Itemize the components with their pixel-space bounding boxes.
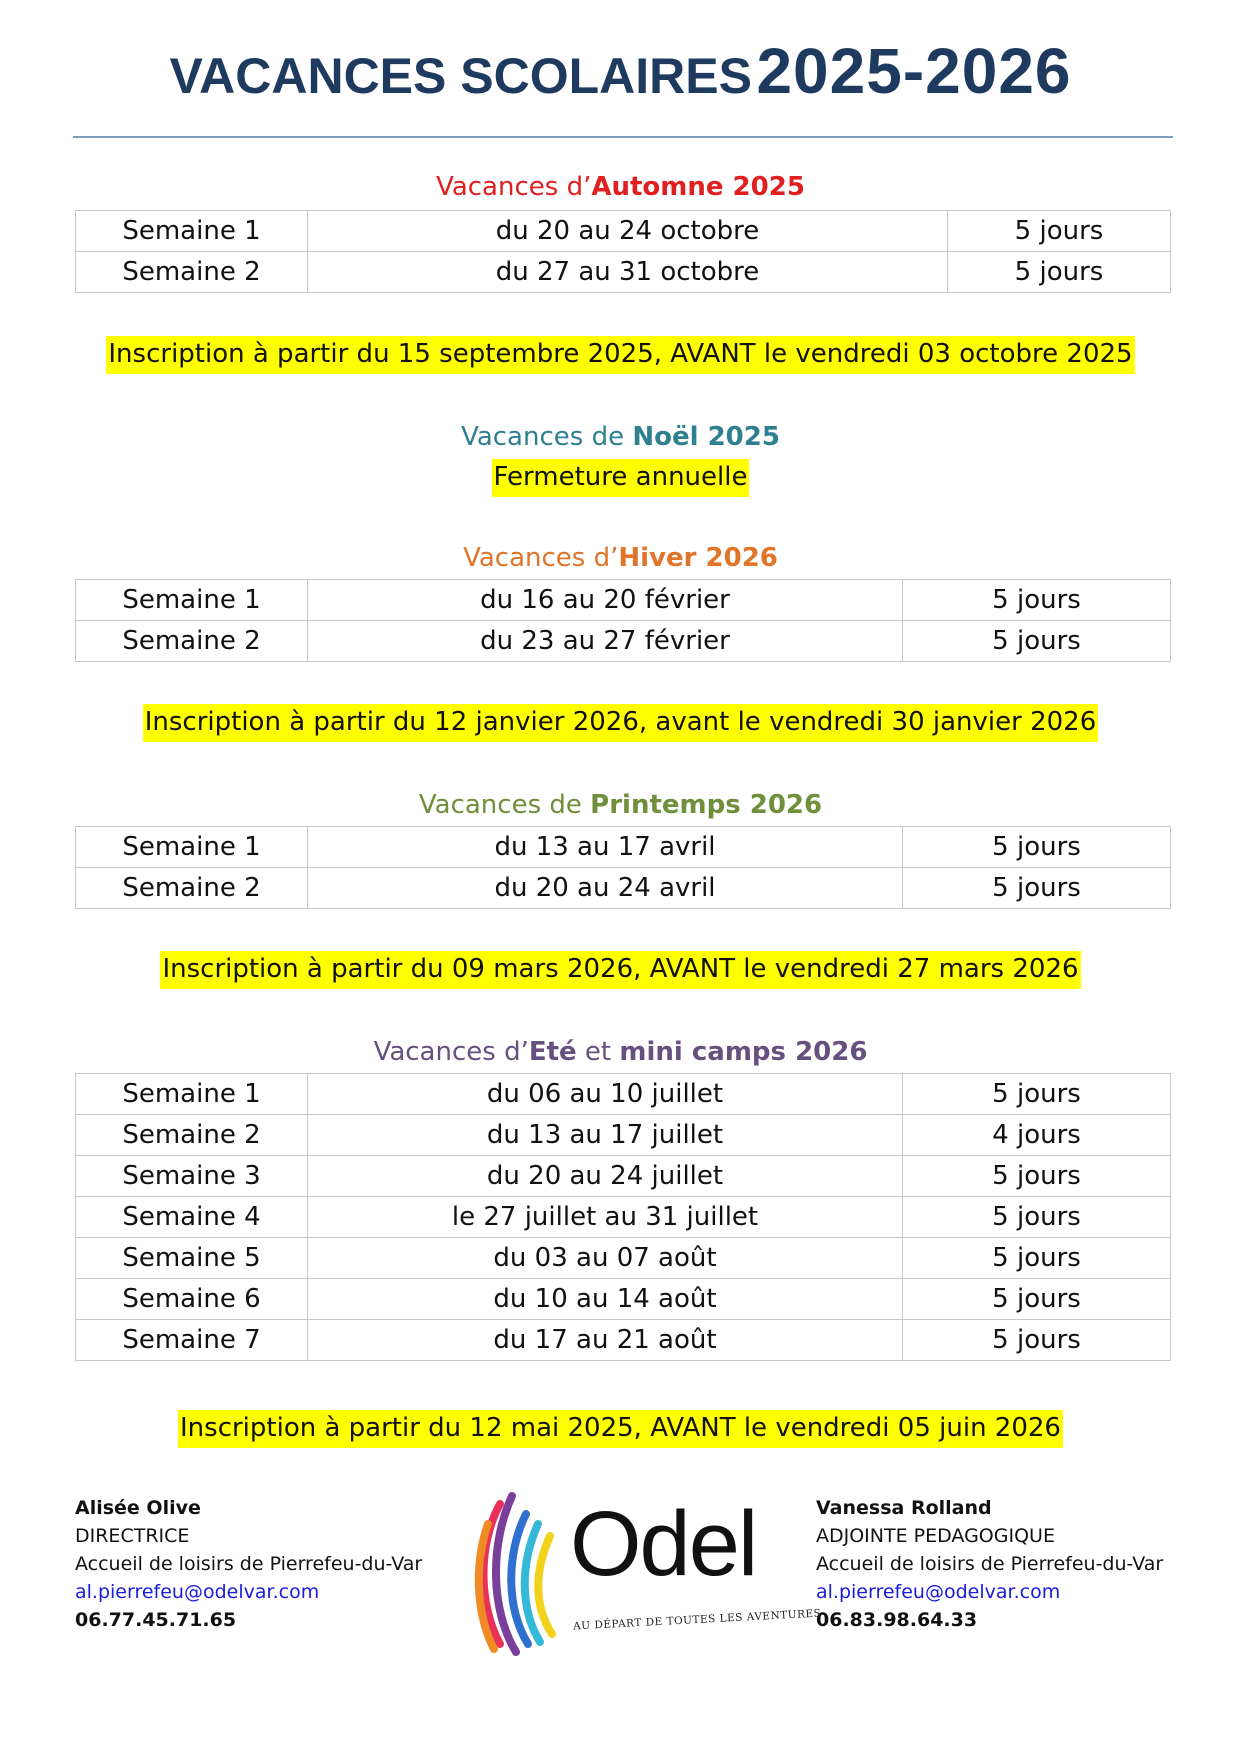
table-row: [76, 1197, 1171, 1238]
days-cell: 5 jours: [903, 621, 1171, 662]
days-cell: 4 jours: [903, 1115, 1171, 1156]
days-cell: 5 jours: [903, 1279, 1171, 1320]
days-cell: 5 jours: [948, 211, 1171, 252]
days-cell: 5 jours: [903, 1238, 1171, 1279]
logo-stripes-icon: [470, 1484, 570, 1664]
inscription-ete: [0, 1413, 1241, 1443]
contact-org: Accueil de loisirs de Pierrefeu-du-Var: [816, 1553, 1164, 1575]
page-title: [0, 34, 1241, 108]
contact-email-link[interactable]: al.pierrefeu@odelvar.com: [75, 1581, 320, 1603]
section-name: Automne 2025: [591, 172, 805, 202]
week-cell: Semaine 1: [76, 211, 308, 252]
section-title-noel: [0, 422, 1241, 452]
week-cell: Semaine 6: [76, 1279, 308, 1320]
dates-cell: du 13 au 17 juillet: [308, 1115, 903, 1156]
section-prefix: Vacances d’: [373, 1037, 529, 1067]
section-title-automne: [0, 172, 1241, 202]
section-name-2: mini camps 2026: [619, 1037, 868, 1067]
section-prefix: Vacances d’: [436, 172, 592, 202]
days-cell: 5 jours: [903, 868, 1171, 909]
inscription-text: Inscription à partir du 09 mars 2026, AVANT le vendredi 27 mars 2026: [160, 951, 1080, 989]
inscription-hiver: [0, 707, 1241, 737]
dates-cell: du 17 au 21 août: [308, 1320, 903, 1361]
contact-role: DIRECTRICE: [75, 1525, 190, 1547]
week-cell: Semaine 2: [76, 252, 308, 293]
title-divider: [73, 136, 1173, 138]
contact-org: Accueil de loisirs de Pierrefeu-du-Var: [75, 1553, 423, 1575]
dates-cell: du 10 au 14 août: [308, 1279, 903, 1320]
dates-cell: du 20 au 24 juillet: [308, 1156, 903, 1197]
title-years: 2025-2026: [756, 35, 1072, 107]
dates-cell: le 27 juillet au 31 juillet: [308, 1197, 903, 1238]
title-words: VACANCES SCOLAIRES: [169, 48, 752, 104]
section-prefix: Vacances de: [418, 790, 591, 820]
inscription-printemps: [0, 954, 1241, 984]
contact-phone: 06.83.98.64.33: [816, 1609, 978, 1631]
logo-wordmark: Odel: [570, 1493, 757, 1595]
table-row: [76, 580, 1171, 621]
dates-cell: du 06 au 10 juillet: [308, 1074, 903, 1115]
section-prefix: Vacances de: [461, 422, 633, 452]
section-prefix: Vacances d’: [463, 543, 619, 573]
contact-phone: 06.77.45.71.65: [75, 1609, 237, 1631]
dates-cell: du 27 au 31 octobre: [308, 252, 948, 293]
noel-note: [0, 462, 1241, 492]
contact-name: Alisée Olive: [75, 1497, 201, 1519]
section-name: Noël 2025: [632, 422, 780, 452]
section-name: Printemps 2026: [590, 790, 823, 820]
inscription-automne: [0, 339, 1241, 369]
table-row: [76, 1115, 1171, 1156]
week-cell: Semaine 2: [76, 1115, 308, 1156]
dates-cell: du 13 au 17 avril: [308, 827, 903, 868]
table-row: [76, 1074, 1171, 1115]
table-ete: [75, 1073, 1171, 1361]
table-row: [76, 1238, 1171, 1279]
dates-cell: du 16 au 20 février: [308, 580, 903, 621]
table-row: [76, 1279, 1171, 1320]
week-cell: Semaine 7: [76, 1320, 308, 1361]
week-cell: Semaine 1: [76, 1074, 308, 1115]
days-cell: 5 jours: [903, 580, 1171, 621]
section-name: Eté: [528, 1037, 577, 1067]
table-row: [76, 1156, 1171, 1197]
section-title-printemps: [0, 790, 1241, 820]
table-printemps: [75, 826, 1171, 909]
table-row: [76, 827, 1171, 868]
days-cell: 5 jours: [948, 252, 1171, 293]
inscription-text: Inscription à partir du 15 septembre 2025, AVANT le vendredi 03 octobre 2025: [106, 336, 1134, 374]
days-cell: 5 jours: [903, 1156, 1171, 1197]
days-cell: 5 jours: [903, 827, 1171, 868]
week-cell: Semaine 1: [76, 580, 308, 621]
week-cell: Semaine 5: [76, 1238, 308, 1279]
dates-cell: du 20 au 24 avril: [308, 868, 903, 909]
week-cell: Semaine 2: [76, 621, 308, 662]
table-hiver: [75, 579, 1171, 662]
table-row: [76, 868, 1171, 909]
week-cell: Semaine 2: [76, 868, 308, 909]
inscription-text: Inscription à partir du 12 mai 2025, AVANT le vendredi 05 juin 2026: [178, 1410, 1063, 1448]
contact-right: [816, 1494, 1163, 1634]
dates-cell: du 03 au 07 août: [308, 1238, 903, 1279]
table-row: [76, 621, 1171, 662]
odel-logo: [470, 1484, 822, 1664]
days-cell: 5 jours: [903, 1197, 1171, 1238]
section-name: Hiver 2026: [618, 543, 778, 573]
section-title-hiver: [0, 543, 1241, 573]
days-cell: 5 jours: [903, 1074, 1171, 1115]
table-row: [76, 1320, 1171, 1361]
dates-cell: du 23 au 27 février: [308, 621, 903, 662]
contact-role: ADJOINTE PEDAGOGIQUE: [816, 1525, 1055, 1547]
logo-tagline: AU DÉPART DE TOUTES LES AVENTURES: [572, 1607, 822, 1633]
days-cell: 5 jours: [903, 1320, 1171, 1361]
table-row: [76, 252, 1171, 293]
contact-name: Vanessa Rolland: [816, 1497, 992, 1519]
logo-stripe: [538, 1536, 552, 1634]
table-automne: [75, 210, 1171, 293]
week-cell: Semaine 4: [76, 1197, 308, 1238]
fermeture-text: Fermeture annuelle: [492, 459, 750, 497]
section-middle: et: [576, 1037, 620, 1067]
week-cell: Semaine 1: [76, 827, 308, 868]
dates-cell: du 20 au 24 octobre: [308, 211, 948, 252]
section-title-ete: [0, 1037, 1241, 1067]
table-row: [76, 211, 1171, 252]
contact-left: [75, 1494, 422, 1634]
week-cell: Semaine 3: [76, 1156, 308, 1197]
inscription-text: Inscription à partir du 12 janvier 2026, avant le vendredi 30 janvier 2026: [143, 704, 1099, 742]
contact-email-link[interactable]: al.pierrefeu@odelvar.com: [816, 1581, 1061, 1603]
